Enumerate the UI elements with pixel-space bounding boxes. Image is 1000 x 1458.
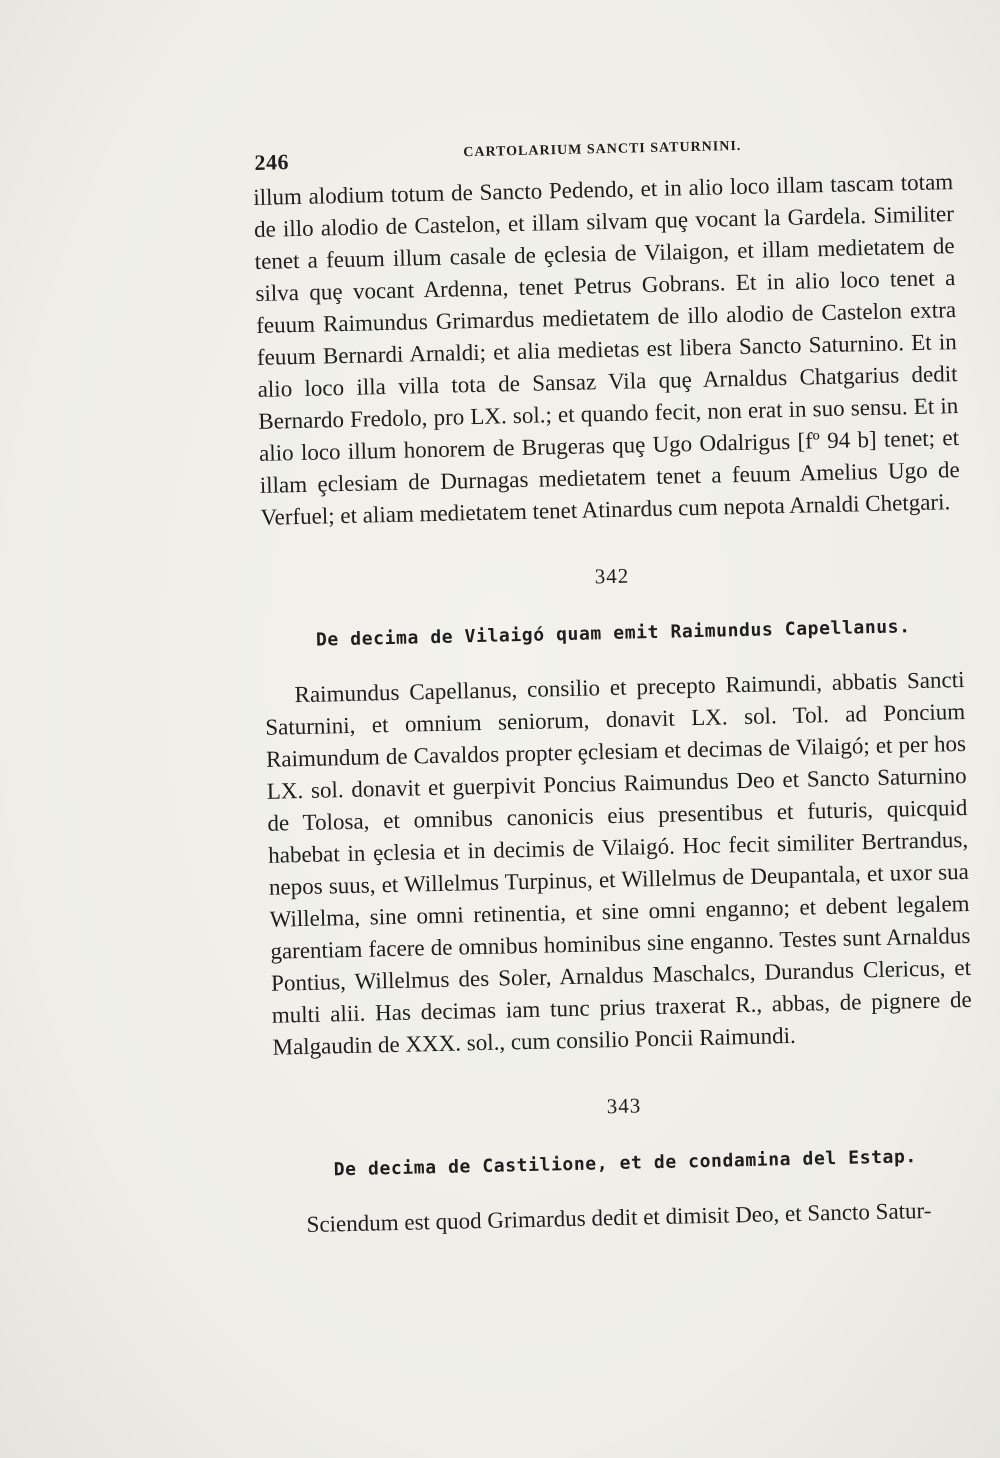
charter-number: 342 [594, 563, 630, 589]
continuation-paragraph: illum alodium totum de Sancto Pedendo, et in alio loco illam tascam totam de illo alodio de Castelon, et illam silvam quȩ vocant la Gardela. Similiter tenet a feuum illum casale de ȩclesia de Vilaigon, et illam medietatem de silva quȩ vocant Ardenna, tenet Petrus Gobrans. Et in alio loco tenet a feuum Raimundus Grimardus medietatem de illo alodio de Castelon extra feuum Bernardi Arnaldi; et alia medietas est libera Sancto Saturnino. Et in alio loco illa villa tota de Sansaz Vila quȩ Arnaldus Chatgarius dedit Bernardo Fredolo, pro LX. sol.; et quando fecit, non erat in suo sensu. Et in alio loco illum honorem de Brugeras quȩ Ugo Odalrigus [fº 94 b] tenet; et illam ȩclesiam de Durnagas medietatem tenet a feuum Amelius Ugo de Verfuel; et aliam medietatem tenet Atinardus cum nepota Arnaldi Chetgari. [253, 169, 960, 530]
charter-text: Raimundus Capellanus, consilio et precepto Raimundi, abbatis Sancti Saturnini, et omnium seniorum, donavit LX. sol. Tol. ad Poncium Raimundum de Cavaldos propter ȩclesiam et decimas de Vilaigó; et per hos LX. sol. donavit et guerpivit Poncius Raimundus Deo et Sancto Saturnino de Tolosa, et omnibus canonicis eius presentibus et futuris, quicquid habebat in ȩclesia et in decimis de Vilaigó. Hoc fecit similiter Bertrandus, nepos suus, et Willelmus Turpinus, et Willelmus de Deupantala, et uxor sua Willelma, sine omni retinentia, et sine omni enganno; et debent legalem garentiam facere de omnibus hominibus sine enganno. Testes sunt Arnaldus Pontius, Willelmus des Soler, Arnaldus Maschalcs, Durandus Clericus, et multi alii. Has decimas iam tunc prius traxerat R., abbas, de pignere de Malgaudin de XXX. sol., cum consilio Poncii Raimundi. [265, 666, 972, 1060]
charter-number: 343 [606, 1093, 642, 1119]
charter-title: De decima de Castilione, et de condamina del Estap. [333, 1146, 918, 1181]
document-body [253, 166, 977, 1242]
printed-page [252, 124, 977, 1242]
page-number: 246 [254, 149, 290, 175]
running-title: CARTOLARIUM SANCTI SATURNINI. [463, 138, 742, 161]
charter-text: Sciendum est quod Grimardus dedit et dimisit Deo, et Sancto Satur- [306, 1197, 932, 1238]
charter-title: De decima de Vilaigó quam emit Raimundus Capellanus. [315, 616, 911, 651]
